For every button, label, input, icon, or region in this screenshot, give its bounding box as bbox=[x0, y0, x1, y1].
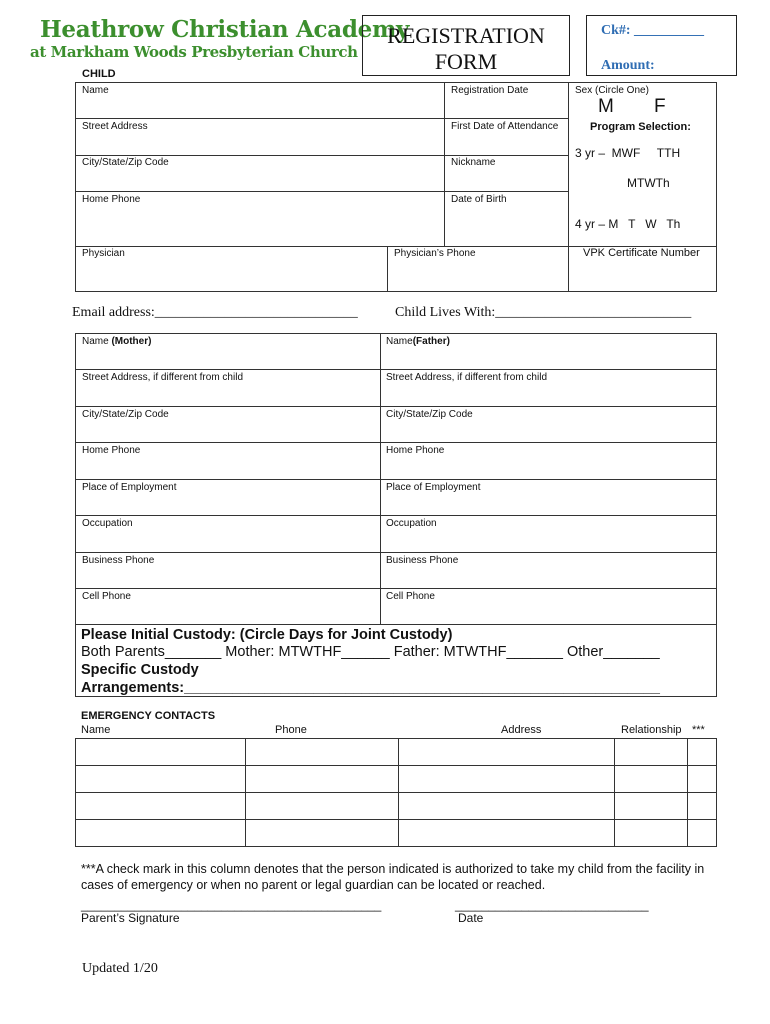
col-phone: Phone bbox=[275, 724, 307, 736]
vpk-certificate-field[interactable]: VPK Certificate Number bbox=[583, 247, 700, 259]
email-address-field[interactable]: Email address:_____________________________ bbox=[72, 305, 358, 320]
father-home-phone-field[interactable]: Home Phone bbox=[386, 445, 445, 456]
program-3yr-options[interactable]: 3 yr – MWF TTH bbox=[575, 146, 681, 160]
mother-employment-field[interactable]: Place of Employment bbox=[82, 482, 177, 493]
amount-field[interactable]: Amount: bbox=[601, 58, 655, 73]
program-selection-label: Program Selection: bbox=[590, 121, 691, 133]
program-mtwth-option[interactable]: MTWTh bbox=[627, 176, 670, 190]
child-heading: CHILD bbox=[82, 68, 116, 80]
physician-phone-field[interactable]: Physician’s Phone bbox=[394, 248, 476, 259]
custody-title: Please Initial Custody: (Circle Days for Joint Custody) bbox=[81, 627, 453, 643]
custody-options[interactable]: Both Parents_______ Mother: MTWTHF______ Father: MTWTHF_______ Other_______ bbox=[81, 644, 660, 660]
office-use-box bbox=[586, 15, 737, 76]
mother-occupation-field[interactable]: Occupation bbox=[82, 518, 133, 529]
child-lives-with-field[interactable]: Child Lives With:____________________________ bbox=[395, 305, 692, 320]
parent-signature-line[interactable]: _____________________________________________ bbox=[81, 898, 382, 912]
registration-form-title-box bbox=[362, 15, 570, 76]
program-4yr-options[interactable]: 4 yr – M T W Th bbox=[575, 217, 681, 231]
mother-business-phone-field[interactable]: Business Phone bbox=[82, 555, 155, 566]
school-name: Heathrow Christian Academy bbox=[40, 16, 410, 43]
mother-city-state-zip-field[interactable]: City/State/Zip Code bbox=[82, 409, 169, 420]
child-name-field[interactable]: Name bbox=[82, 85, 109, 96]
check-number-field[interactable]: Ck#: __________ bbox=[601, 23, 705, 38]
form-title-line2: FORM bbox=[434, 49, 498, 74]
form-title-line1: REGISTRATION bbox=[387, 23, 545, 48]
city-state-zip-field[interactable]: City/State/Zip Code bbox=[82, 157, 169, 168]
nickname-field[interactable]: Nickname bbox=[451, 157, 496, 168]
mother-home-phone-field[interactable]: Home Phone bbox=[82, 445, 141, 456]
home-phone-field[interactable]: Home Phone bbox=[82, 194, 141, 205]
father-occupation-field[interactable]: Occupation bbox=[386, 518, 437, 529]
col-name: Name bbox=[81, 724, 111, 736]
church-name: at Markham Woods Presbyterian Church bbox=[30, 43, 358, 61]
sex-option-m[interactable]: M bbox=[598, 96, 614, 117]
registration-date-field[interactable]: Registration Date bbox=[451, 85, 529, 96]
col-relationship: Relationship bbox=[621, 724, 682, 736]
physician-field[interactable]: Physician bbox=[82, 248, 125, 259]
first-date-field[interactable]: First Date of Attendance bbox=[451, 121, 559, 132]
sex-option-f[interactable]: F bbox=[654, 96, 666, 117]
mother-street-address-field[interactable]: Street Address, if different from child bbox=[82, 372, 244, 383]
father-employment-field[interactable]: Place of Employment bbox=[386, 482, 481, 493]
updated-date: Updated 1/20 bbox=[82, 961, 158, 976]
date-of-birth-field[interactable]: Date of Birth bbox=[451, 194, 507, 205]
date-line[interactable]: _____________________________ bbox=[455, 898, 649, 912]
father-name-field[interactable]: Name(Father) bbox=[386, 336, 450, 347]
father-city-state-zip-field[interactable]: City/State/Zip Code bbox=[386, 409, 473, 420]
specific-custody-label: Specific Custody bbox=[81, 662, 199, 678]
authorization-note: ***A check mark in this column denotes that the person indicated is authorized to take my child from the facility in cases of emergency or when no parent or legal guardian can be located or reached. bbox=[81, 862, 705, 892]
child-info-grid bbox=[75, 82, 717, 292]
custody-arrangements-field[interactable]: Arrangements:___________________________________________________________ bbox=[81, 680, 660, 696]
col-authorized: *** bbox=[692, 724, 705, 736]
parent-signature-label: Parent’s Signature bbox=[81, 911, 180, 925]
father-business-phone-field[interactable]: Business Phone bbox=[386, 555, 459, 566]
mother-cell-phone-field[interactable]: Cell Phone bbox=[82, 591, 131, 602]
sex-label: Sex (Circle One) bbox=[575, 85, 649, 96]
father-street-address-field[interactable]: Street Address, if different from child bbox=[386, 372, 548, 383]
date-label: Date bbox=[458, 911, 484, 925]
street-address-field[interactable]: Street Address bbox=[82, 121, 148, 132]
col-address: Address bbox=[501, 724, 542, 736]
emergency-contacts-heading: EMERGENCY CONTACTS bbox=[81, 710, 216, 722]
father-cell-phone-field[interactable]: Cell Phone bbox=[386, 591, 435, 602]
mother-name-field[interactable]: Name (Mother) bbox=[82, 336, 152, 347]
